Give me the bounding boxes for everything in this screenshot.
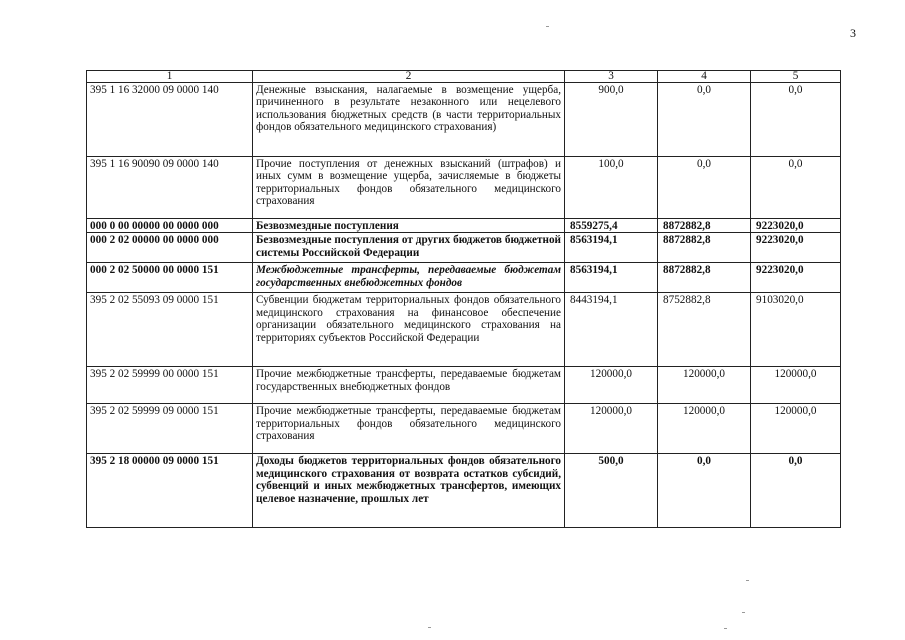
row-value-3: 8563194,1 [565, 233, 658, 263]
row-code: 000 0 00 00000 00 0000 000 [87, 219, 253, 233]
row-value-3: 8563194,1 [565, 263, 658, 293]
row-description: Прочие межбюджетные трансферты, передаваемые бюджетам территориальных фондов обязательного медицинского страхования [253, 404, 565, 454]
row-code: 395 1 16 32000 09 0000 140 [87, 83, 253, 157]
row-value-3: 900,0 [565, 83, 658, 157]
row-value-3: 100,0 [565, 157, 658, 219]
row-value-5: 9223020,0 [751, 219, 841, 233]
table-row [87, 454, 841, 528]
row-value-4: 0,0 [658, 454, 751, 528]
row-value-5: 0,0 [751, 454, 841, 528]
row-value-4: 120000,0 [658, 404, 751, 454]
budget-table [86, 70, 841, 528]
table-row [87, 367, 841, 404]
scan-speck [724, 628, 727, 629]
row-description: Прочие поступления от денежных взысканий (штрафов) и иных сумм в возмещение ущерба, зачисляемые в бюджеты территориальных фондов обязательного медицинского страхования [253, 157, 565, 219]
row-value-3: 120000,0 [565, 404, 658, 454]
row-value-3: 8443194,1 [565, 293, 658, 367]
row-description: Прочие межбюджетные трансферты, передаваемые бюджетам государственных внебюджетных фондов [253, 367, 565, 404]
row-value-5: 120000,0 [751, 367, 841, 404]
row-value-5: 0,0 [751, 157, 841, 219]
row-value-4: 120000,0 [658, 367, 751, 404]
row-code: 395 2 02 59999 09 0000 151 [87, 404, 253, 454]
page-number: 3 [850, 26, 856, 40]
row-code: 395 2 02 59999 00 0000 151 [87, 367, 253, 404]
column-header-3: 3 [565, 71, 658, 83]
table-row [87, 293, 841, 367]
row-value-5: 9103020,0 [751, 293, 841, 367]
table-row [87, 404, 841, 454]
row-code: 395 2 18 00000 09 0000 151 [87, 454, 253, 528]
row-code: 000 2 02 00000 00 0000 000 [87, 233, 253, 263]
table-row [87, 233, 841, 263]
table-row [87, 219, 841, 233]
table-header [87, 71, 841, 83]
row-value-4: 0,0 [658, 83, 751, 157]
row-value-4: 0,0 [658, 157, 751, 219]
column-header-2: 2 [253, 71, 565, 83]
column-header-4: 4 [658, 71, 751, 83]
row-description: Денежные взыскания, налагаемые в возмещение ущерба, причиненного в результате незаконного или нецелевого использования бюджетных средств (в части территориальных фондов обязательного медицинского страхования) [253, 83, 565, 157]
scan-speck [746, 580, 749, 581]
row-value-3: 120000,0 [565, 367, 658, 404]
row-value-5: 0,0 [751, 83, 841, 157]
table-row [87, 157, 841, 219]
scan-speck [428, 627, 431, 628]
row-value-3: 500,0 [565, 454, 658, 528]
row-code: 000 2 02 50000 00 0000 151 [87, 263, 253, 293]
row-value-5: 9223020,0 [751, 233, 841, 263]
row-description: Межбюджетные трансферты, передаваемые бюджетам государственных внебюджетных фондов [253, 263, 565, 293]
table-row [87, 263, 841, 293]
row-value-4: 8872882,8 [658, 263, 751, 293]
scan-speck [742, 612, 745, 613]
row-code: 395 1 16 90090 09 0000 140 [87, 157, 253, 219]
row-description: Безвозмездные поступления от других бюджетов бюджетной системы Российской Федерации [253, 233, 565, 263]
table-row [87, 83, 841, 157]
row-description: Доходы бюджетов территориальных фондов обязательного медицинского страхования от возврата остатков субсидий, субвенций и иных межбюджетных трансфертов, имеющих целевое назначение, прошлых лет [253, 454, 565, 528]
column-header-5: 5 [751, 71, 841, 83]
row-value-5: 9223020,0 [751, 263, 841, 293]
row-code: 395 2 02 55093 09 0000 151 [87, 293, 253, 367]
row-value-4: 8752882,8 [658, 293, 751, 367]
column-header-1: 1 [87, 71, 253, 83]
row-description: Субвенции бюджетам территориальных фондов обязательного медицинского страхования на финансовое обеспечение организации обязательного медицинского страхования на территориях субъектов Российской Федерации [253, 293, 565, 367]
row-description: Безвозмездные поступления [253, 219, 565, 233]
row-value-5: 120000,0 [751, 404, 841, 454]
row-value-4: 8872882,8 [658, 233, 751, 263]
row-value-4: 8872882,8 [658, 219, 751, 233]
row-value-3: 8559275,4 [565, 219, 658, 233]
scan-speck [546, 26, 549, 27]
